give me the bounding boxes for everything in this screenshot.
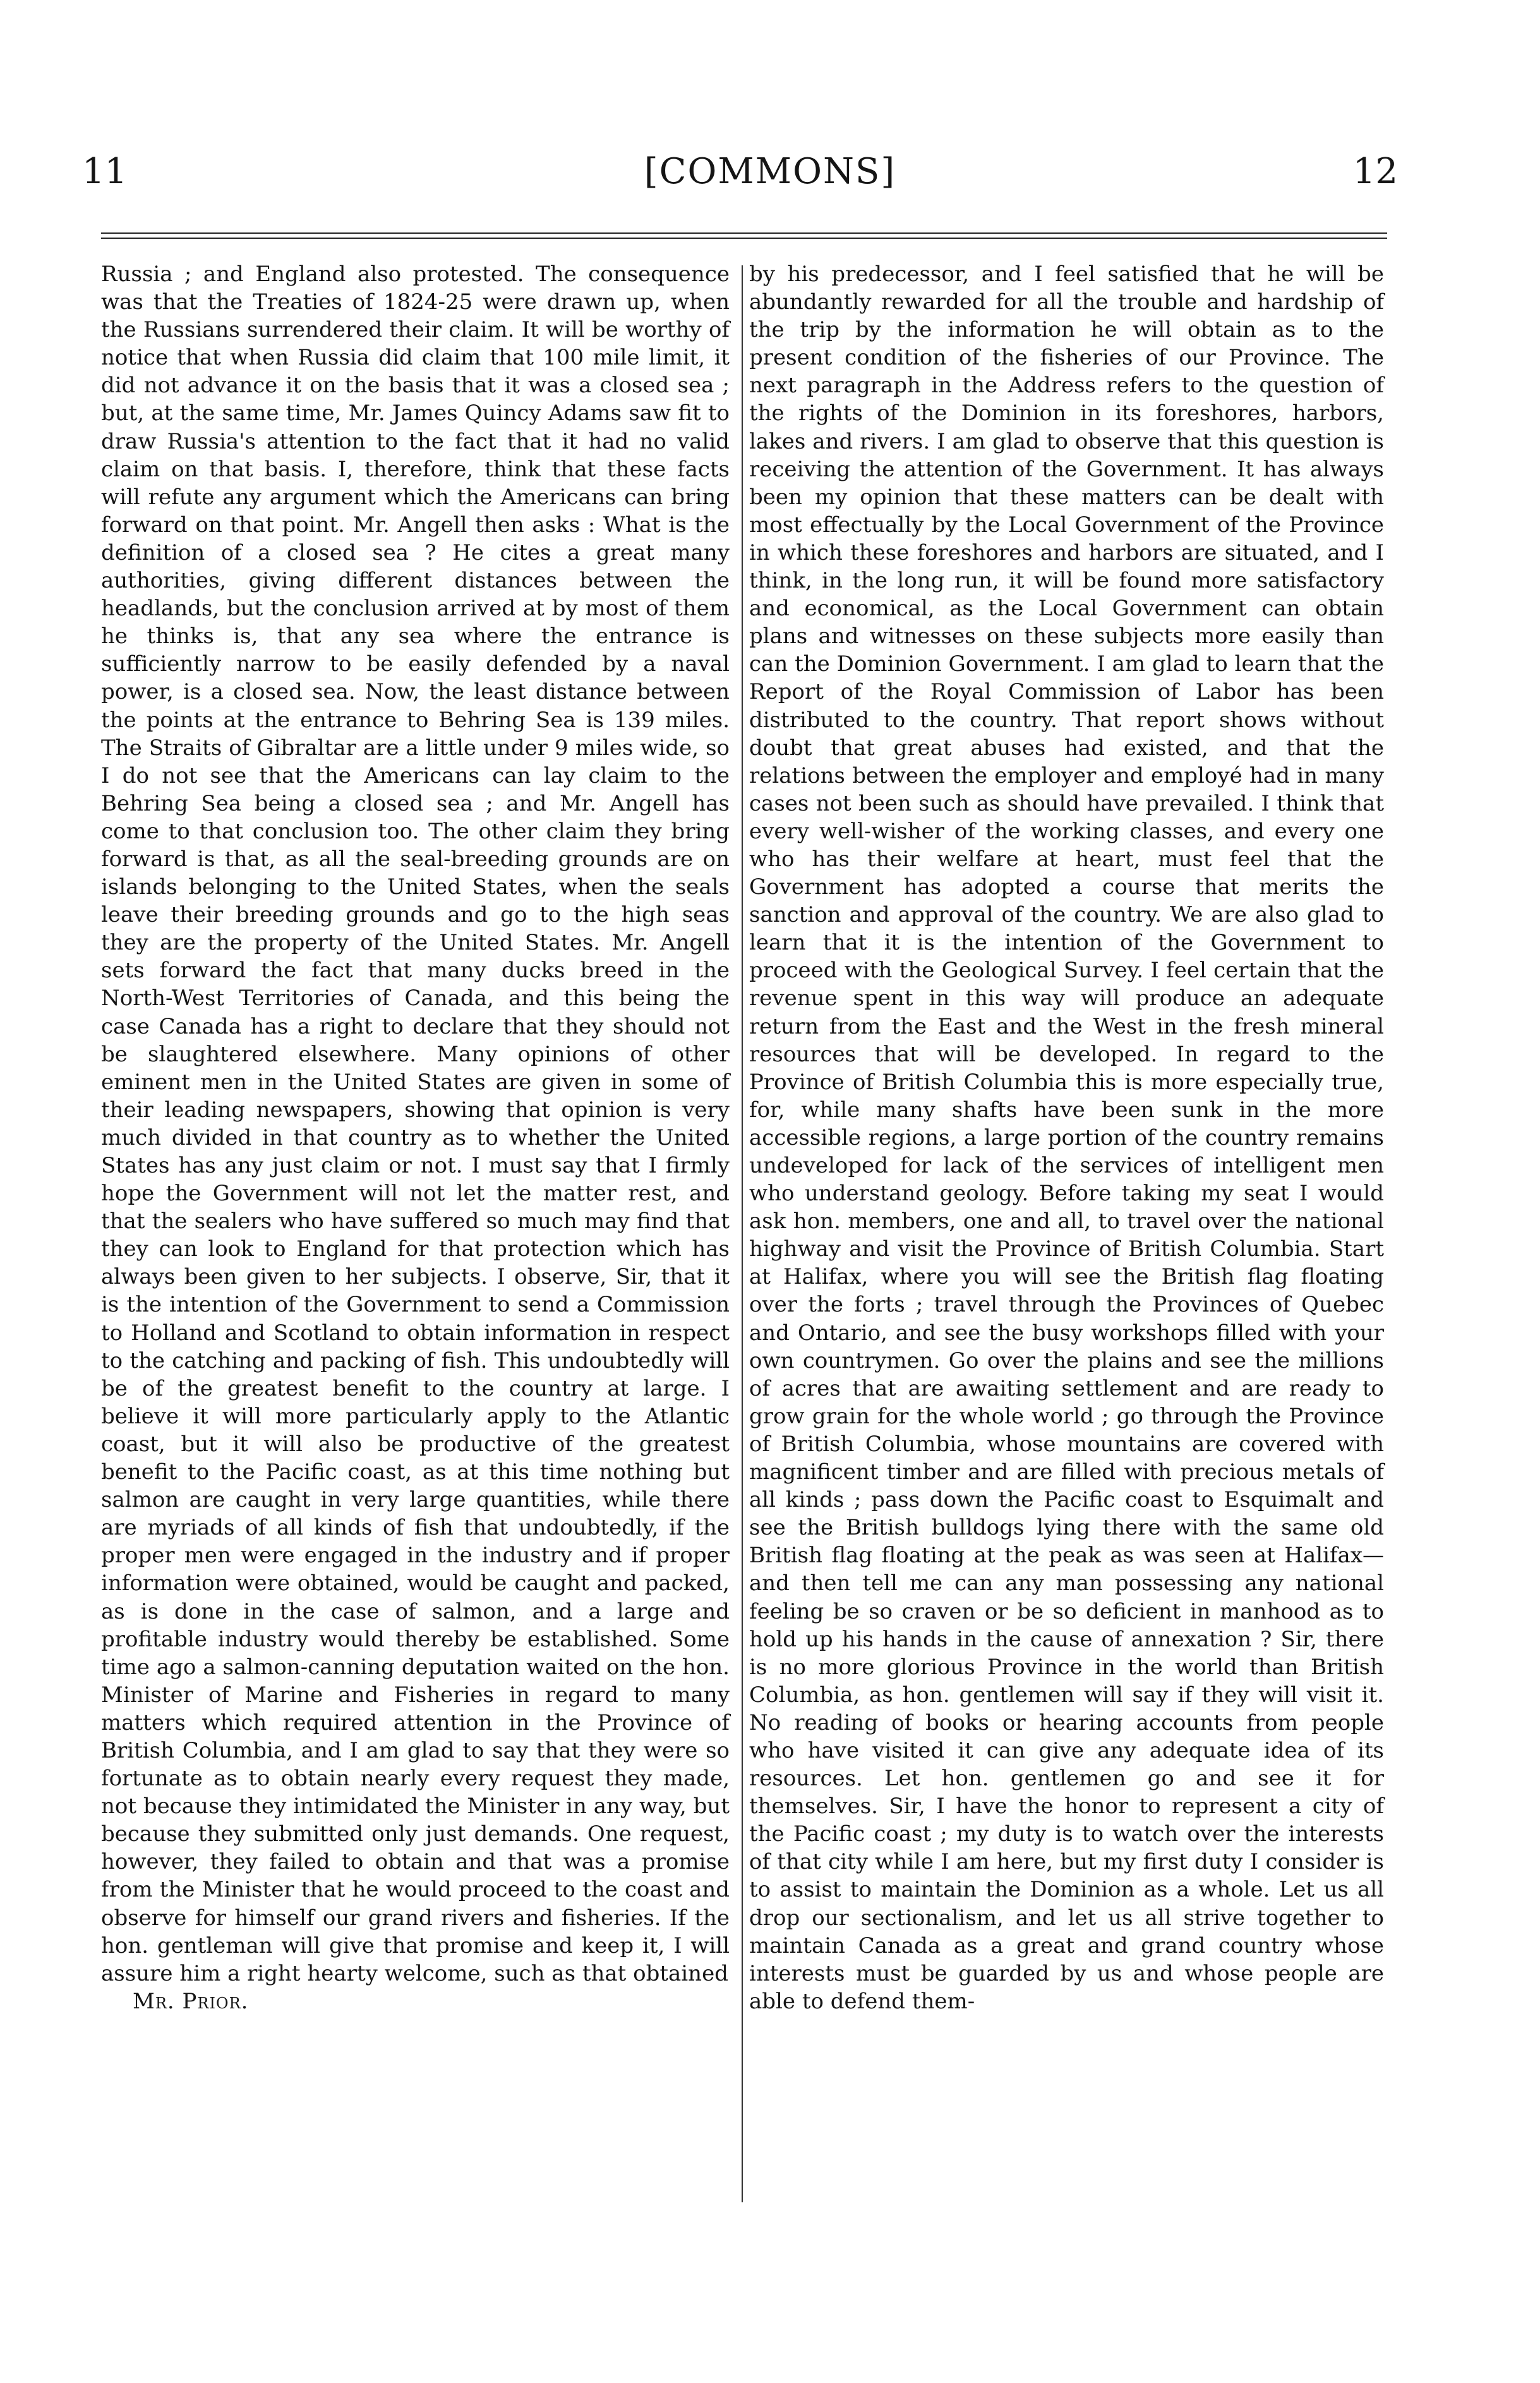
running-title: [COMMONS]	[644, 151, 896, 192]
page-header	[0, 147, 1540, 197]
left-column	[101, 260, 730, 2015]
right-column-text: by his predecessor, and I feel satisfied that he will be abundantly rewarded for all the trouble and hardship of the trip by the information he will obtain as to the present condition of the fisheries of our Province. The next paragraph in the Address refers to the question of the rights of the Dominion in its foreshores, harbors, lakes and rivers. I am glad to observe that this question is receiving the attention of the Government. It has always been my opinion that these matters can be dealt with most effectually by the Local Government of the Province in which these foreshores and harbors are situated, and I think, in the long run, it will be found more satisfactory and economical, as the Local Government can obtain plans and witnesses on these subjects more easily than can the Dominion Government. I am glad to learn that the Report of the Royal Commission of Labor has been distributed to the country. That report shows without doubt that great abuses had existed, and that the relations between the employer and employé had in many cases not been such as should have prevailed. I think that every well-wisher of the working classes, and every one who has their welfare at heart, must feel that the Government has adopted a course that merits the sanction and approval of the country. We are also glad to learn that it is the intention of the Government to proceed with the Geological Survey. I feel certain that the revenue spent in this way will produce an adequate return from the East and the West in the fresh mineral resources that will be developed. In regard to the Province of British Columbia this is more especially true, for, while many shafts have been sunk in the more accessible regions, a large portion of the country remains undeveloped for lack of the services of intelligent men who understand geology. Before taking my seat I would ask hon. members, one and all, to travel over the national highway and visit the Province of British Columbia. Start at Halifax, where you will see the British flag floating over the forts ; travel through the Provinces of Quebec and Ontario, and see the busy workshops filled with your own countrymen. Go over the plains and see the millions of acres that are awaiting settlement and are ready to grow grain for the whole world ; go through the Province of British Columbia, whose mountains are covered with magnificent timber and are filled with precious metals of all kinds ; pass down the Pacific coast to Esquimalt and see the British bulldogs lying there with the same old British flag floating at the peak as was seen at Halifax—and then tell me can any man possessing any national feeling be so craven or be so deficient in manhood as to hold up his hands in the cause of annexation ? Sir, there is no more glorious Province in the world than British Columbia, as hon. gentlemen will say if they will visit it. No reading of books or hearing accounts from people who have visited it can give any adequate idea of its resources. Let hon. gentlemen go and see it for themselves. Sir, I have the honor to represent a city of the Pacific coast ; my duty is to watch over the interests of that city while I am here, but my first duty I consider is to assist to maintain the Dominion as a whole. Let us all drop our sectionalism, and let us all strive together to maintain Canada as a great and grand country whose interests must be guarded by us and whose people are able to defend them-	[749, 262, 1384, 2014]
right-column	[749, 260, 1384, 2015]
left-column-text: Russia ; and England also protested. The consequence was that the Treaties of 1824-25 were drawn up, when the Russians surrendered their claim. It will be worthy of notice that when Russia did claim that 100 mile limit, it did not advance it on the basis that it was a closed sea ; but, at the same time, Mr. James Quincy Adams saw fit to draw Russia's attention to the fact that it had no valid claim on that basis. I, therefore, think that these facts will refute any argument which the Americans can bring forward on that point. Mr. Angell then asks : What is the definition of a closed sea ? He cites a great many authorities, giving different distances between the headlands, but the conclusion arrived at by most of them he thinks is, that any sea where the entrance is sufficiently narrow to be easily defended by a naval power, is a closed sea. Now, the least distance between the points at the entrance to Behring Sea is 139 miles. The Straits of Gibraltar are a little under 9 miles wide, so I do not see that the Americans can lay claim to the Behring Sea being a closed sea ; and Mr. Angell has come to that conclusion too. The other claim they bring forward is that, as all the seal-breeding grounds are on islands belonging to the United States, when the seals leave their breeding grounds and go to the high seas they are the property of the United States. Mr. Angell sets forward the fact that many ducks breed in the North-West Territories of Canada, and this being the case Canada has a right to declare that they should not be slaughtered elsewhere. Many opinions of other eminent men in the United States are given in some of their leading newspapers, showing that opinion is very much divided in that country as to whether the United States has any just claim or not. I must say that I firmly hope the Government will not let the matter rest, and that the sealers who have suffered so much may find that they can look to England for that protection which has always been given to her subjects. I observe, Sir, that it is the intention of the Government to send a Commission to Holland and Scotland to obtain information in respect to the catching and packing of fish. This undoubtedly will be of the greatest benefit to the country at large. I believe it will more particularly apply to the Atlantic coast, but it will also be productive of the greatest benefit to the Pacific coast, as at this time nothing but salmon are caught in very large quantities, while there are myriads of all kinds of fish that undoubtedly, if the proper men were engaged in the industry and if proper information were obtained, would be caught and packed, as is done in the case of salmon, and a large and profitable industry would thereby be established. Some time ago a salmon-canning deputation waited on the hon. Minister of Marine and Fisheries in regard to many matters which required attention in the Province of British Columbia, and I am glad to say that they were so fortunate as to obtain nearly every request they made, not because they intimidated the Minister in any way, but because they submitted only just demands. One request, however, they failed to obtain and that was a promise from the Minister that he would proceed to the coast and observe for himself our grand rivers and fisheries. If the hon. gentleman will give that promise and keep it, I will assure him a right hearty welcome, such as that obtained	[101, 262, 730, 1986]
speaker-signoff: Mr. Prior.	[133, 1988, 249, 2014]
column-divider	[742, 265, 743, 2202]
header-rule-top	[101, 232, 1387, 234]
header-rule-bottom	[101, 238, 1387, 239]
page-number-right: 12	[1352, 151, 1398, 192]
page-number-left: 11	[82, 151, 128, 192]
